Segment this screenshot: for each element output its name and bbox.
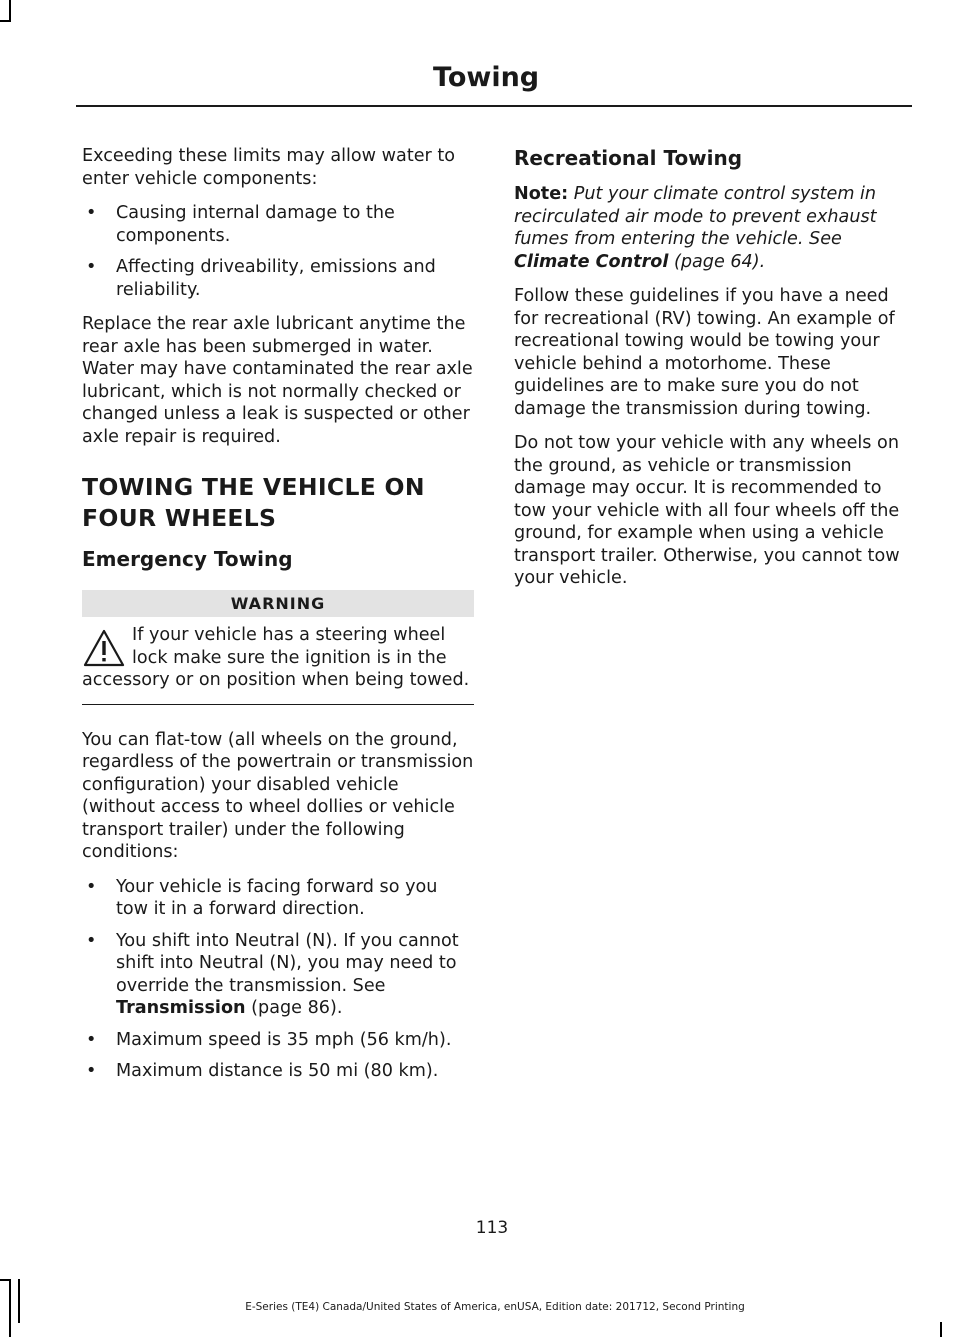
list-item: • Affecting driveability, emissions and reliability. [82, 256, 474, 301]
note-paragraph [514, 183, 906, 273]
intro-paragraph: Exceeding these limits may allow water to enter vehicle components: [82, 146, 456, 189]
crop-mark-bottom-right-v [940, 1322, 942, 1337]
flat-tow-paragraph: You can flat-tow (all wheels on the ground, regardless of the powertrain or transmission configuration) your disabled vehicle (without access to wheel dollies or vehicle transport trailer) under the following conditions: [82, 729, 474, 862]
note-text: Put your climate control system in recirculated air mode to prevent exhaust fumes from entering the vehicle. See [514, 184, 877, 249]
crop-mark-bottom-left-h [0, 1279, 11, 1281]
page-header-title: Towing [433, 62, 540, 93]
rv-guidelines-paragraph: Follow these guidelines if you have a need for recreational (RV) towing. An example of recreational towing would be towing your vehicle behind a motorhome. These guidelines are to make sure you do not damage the transmission during towing. [514, 286, 895, 419]
header-rule [76, 105, 912, 107]
crop-mark-top-left-v [9, 0, 11, 22]
list-item: • Maximum speed is 35 mph (56 km/h). [82, 1029, 474, 1052]
axle-paragraph: Replace the rear axle lubricant anytime the rear axle has been submerged in water. Water may have contaminated the rear axle lubricant, which is not normally checked or changed unless a leak is suspected or other axle repair is required. [82, 314, 473, 447]
right-column [514, 145, 906, 602]
list-item: • Your vehicle is facing forward so you tow it in a forward direction. [82, 876, 474, 921]
list-item: • Maximum distance is 50 mi (80 km). [82, 1060, 474, 1083]
page-number: 113 [475, 1218, 509, 1238]
do-not-tow-paragraph: Do not tow your vehicle with any wheels on the ground, as vehicle or transmission damage may occur. It is recommended to tow your vehicle with all four wheels off the ground, for example when using a vehicle transport trailer. Otherwise, you cannot tow your vehicle. [514, 433, 900, 588]
warning-triangle-icon [82, 628, 126, 668]
edition-footer: E-Series (TE4) Canada/United States of America, enUSA, Edition date: 201712, Second Printing [245, 1301, 745, 1313]
recreational-towing-heading: Recreational Towing [514, 146, 743, 170]
conditions-list [82, 876, 474, 1083]
list-item: • Causing internal damage to the components. [82, 202, 474, 247]
section-heading [82, 472, 474, 534]
list-item [82, 930, 474, 1020]
warning-text: If your vehicle has a steering wheel lock make sure the ignition is in the accessory or on position when being towed. [82, 625, 470, 690]
note-label: Note: [514, 184, 569, 204]
intro-bullet-list [82, 202, 474, 301]
warning-box [82, 624, 474, 705]
warning-label: WARNING [82, 590, 474, 617]
transmission-link[interactable]: Transmission [116, 998, 246, 1018]
crop-mark-top-left-h [0, 20, 11, 22]
page-reference: (page 64). [668, 251, 766, 272]
condition-text: You shift into Neutral (N). If you cannot shift into Neutral (N), you may need to override the transmission. See [116, 930, 459, 996]
left-column [82, 145, 474, 1095]
section-heading-line2: FOUR WHEELS [82, 504, 277, 532]
section-heading-line1: TOWING THE VEHICLE ON [82, 473, 425, 501]
climate-control-link[interactable]: Climate Control [514, 251, 669, 272]
page-reference: (page 86). [245, 998, 343, 1018]
emergency-towing-heading: Emergency Towing [82, 547, 293, 571]
